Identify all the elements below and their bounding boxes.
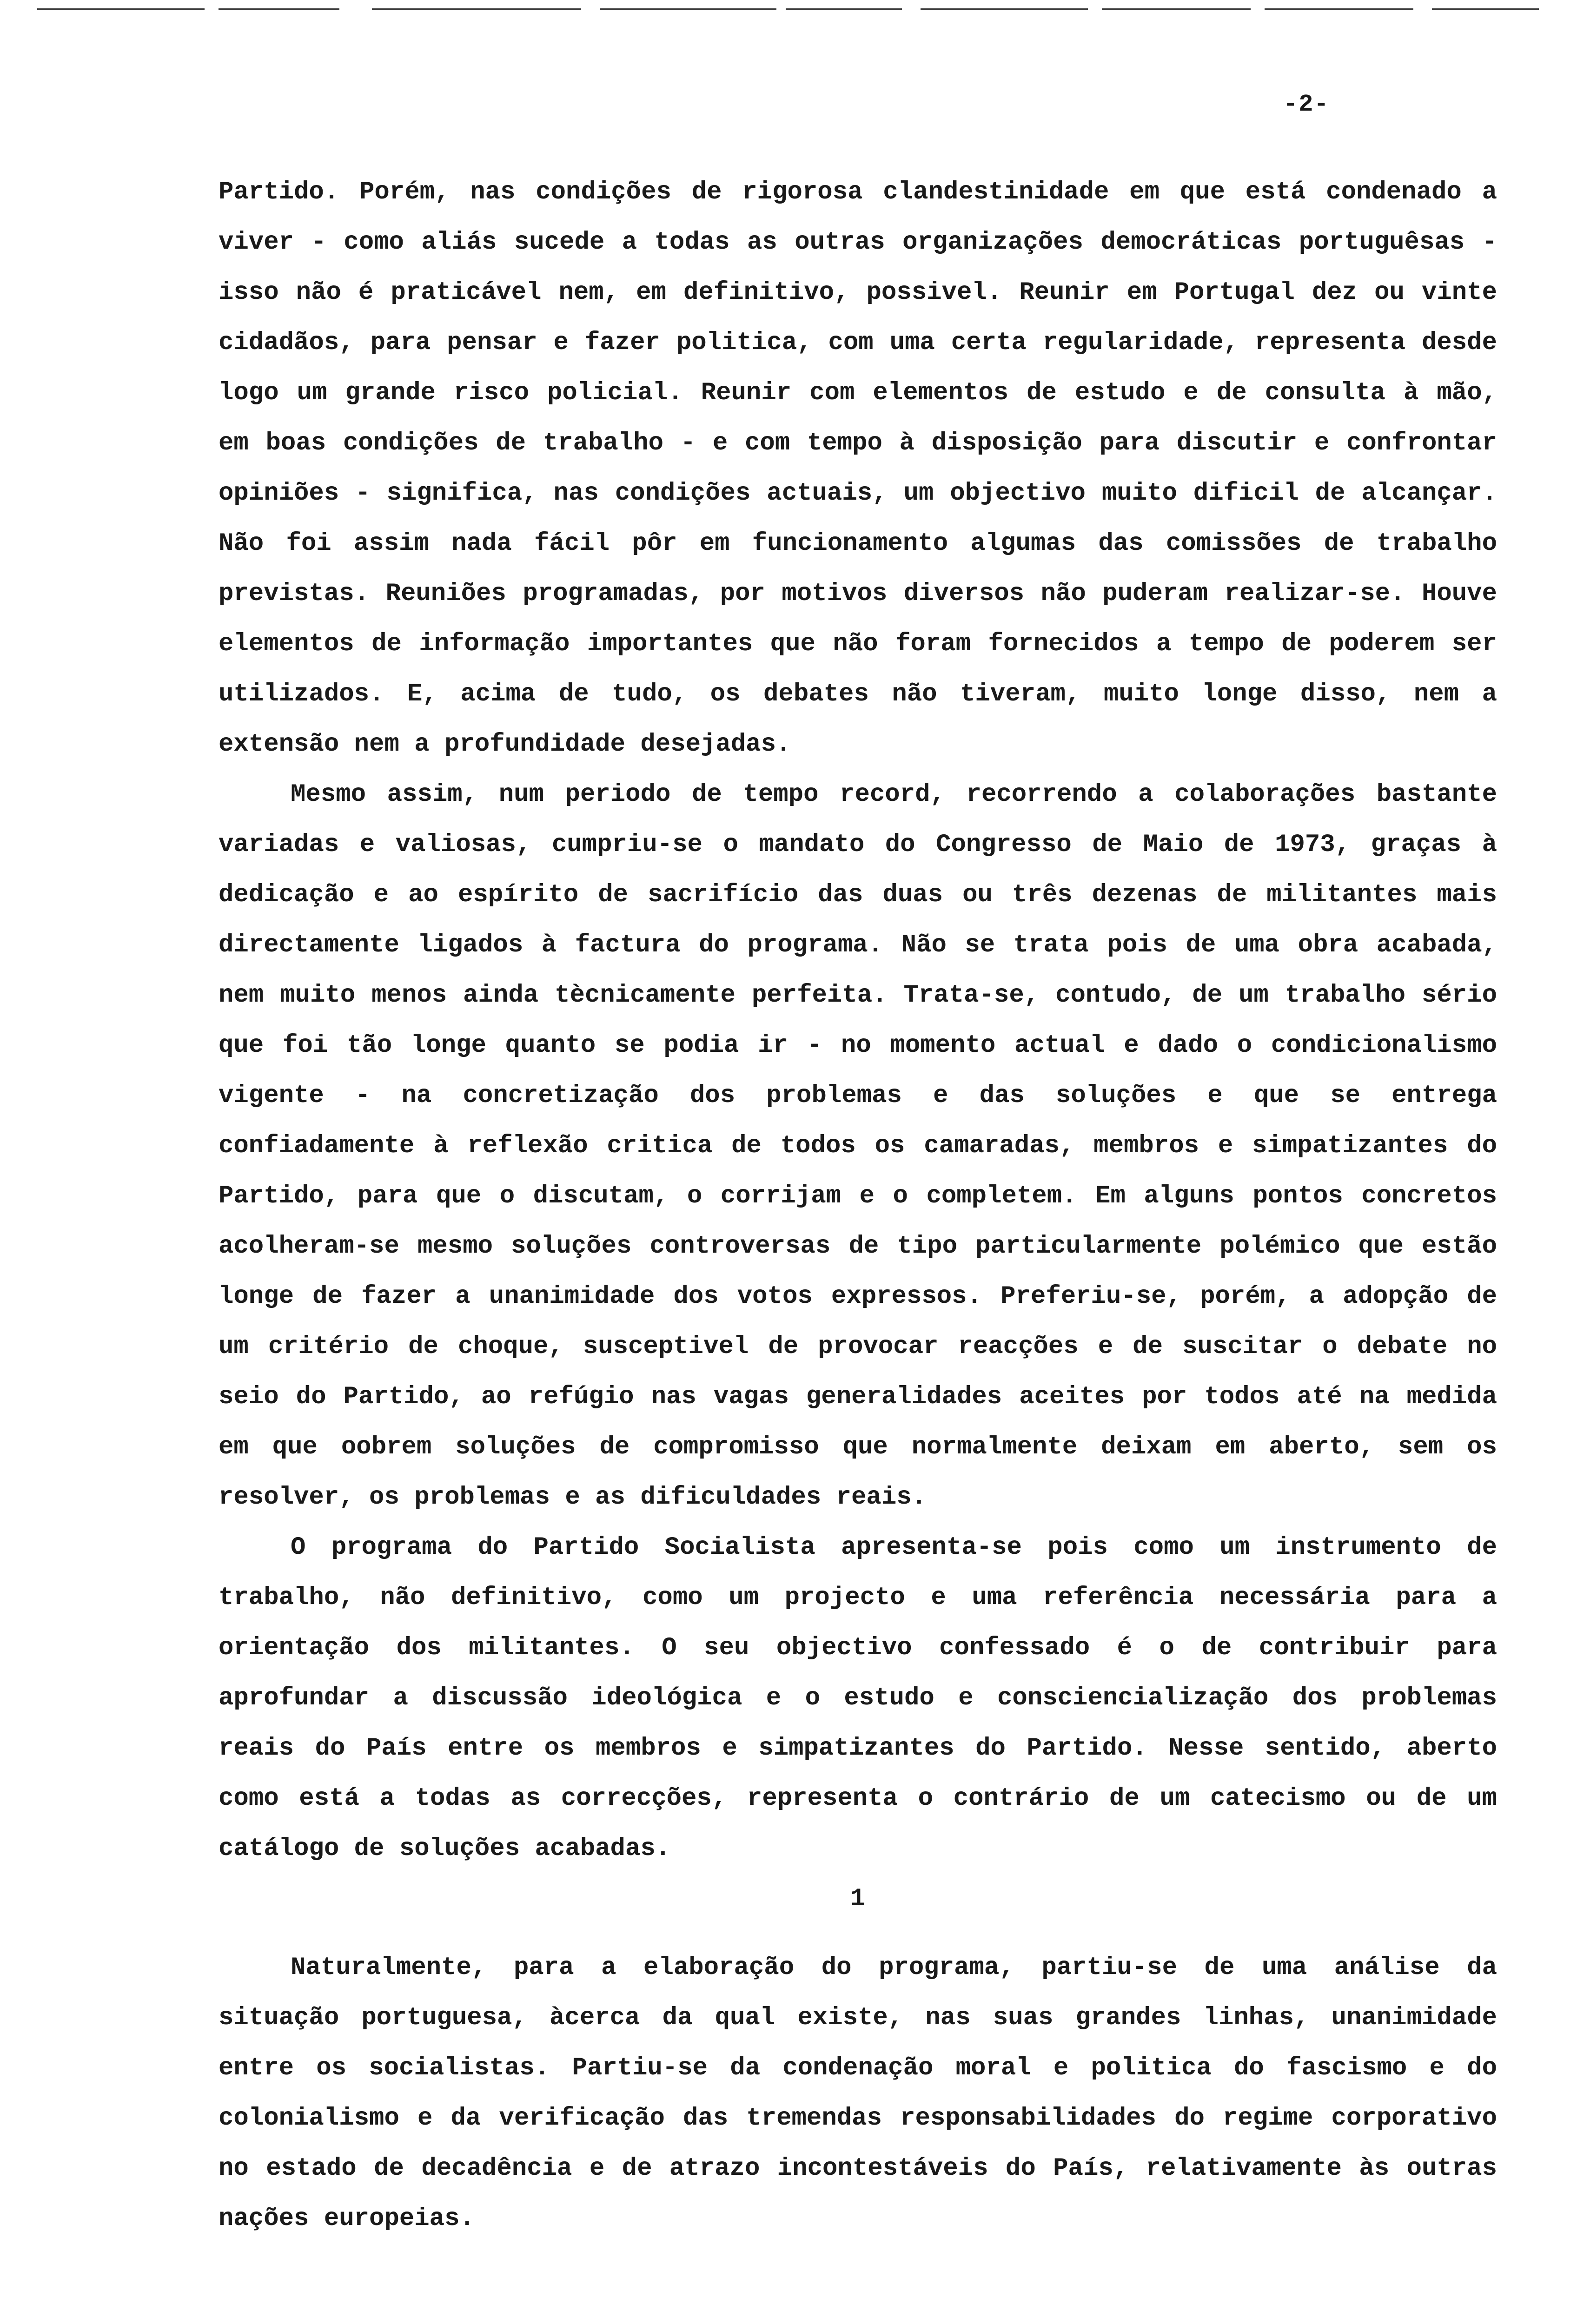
paragraph-4: Naturalmente, para a elaboração do programa, partiu-se de uma análise da situação portuguesa, àcerca da qual existe, nas suas grandes linhas, unanimidade entre os socialistas. Partiu-se da condenação moral e politica do fascismo e do colonialismo e da verificação das tremendas responsabilidades do regime corporativo no estado de decadência e de atrazo incontestáveis do País, relativamente às outras nações europeias.	[219, 1954, 1497, 2233]
page-number: -2-	[1283, 91, 1330, 118]
document-body	[219, 167, 1497, 2244]
section-number: 1	[850, 1885, 866, 1913]
top-scan-rules	[0, 8, 1577, 15]
paragraph-1: Partido. Porém, nas condições de rigorosa clandestinidade em que está condenado a viver - como aliás sucede a todas as outras organizações democráticas portuguêsas - isso não é praticável nem, em definitivo, possivel. Reunir em Portugal dez ou vinte cidadãos, para pensar e fazer politica, com uma certa regularidade, representa desde logo um grande risco policial. Reunir com elementos de estudo e de consulta à mão, em boas condições de trabalho - e com tempo à disposição para discutir e confrontar opiniões - significa, nas condições actuais, um objectivo muito dificil de alcançar. Não foi assim nada fácil pôr em funcionamento algumas das comissões de trabalho previstas. Reuniões programadas, por motivos diversos não puderam realizar-se. Houve elementos de informação importantes que não foram fornecidos a tempo de poderem ser utilizados. E, acima de tudo, os debates não tiveram, muito longe disso, nem a extensão nem a profundidade desejadas.	[219, 178, 1497, 759]
paragraph-3: O programa do Partido Socialista apresenta-se pois como um instrumento de trabalho, não definitivo, como um projecto e uma referência necessária para a orientação dos militantes. O seu objectivo confessado é o de contribuir para aprofundar a discussão ideológica e o estudo e consciencialização dos problemas reais do País entre os membros e simpatizantes do Partido. Nesse sentido, aberto como está a todas as correcções, representa o contrário de um catecismo ou de um catálogo de soluções acabadas.	[219, 1533, 1497, 1863]
paragraph-2: Mesmo assim, num periodo de tempo record, recorrendo a colaborações bastante variadas e valiosas, cumpriu-se o mandato do Congresso de Maio de 1973, graças à dedicação e ao espírito de sacrifício das duas ou três dezenas de militantes mais directamente ligados à factura do programa. Não se trata pois de uma obra acabada, nem muito menos ainda tècnicamente perfeita. Trata-se, contudo, de um trabalho sério que foi tão longe quanto se podia ir - no momento actual e dado o condicionalismo vigente - na concretização dos problemas e das soluções e que se entrega confiadamente à reflexão critica de todos os camaradas, membros e simpatizantes do Partido, para que o discutam, o corrijam e o completem. Em alguns pontos concretos acolheram-se mesmo soluções controversas de tipo particularmente polémico que estão longe de fazer a unanimidade dos votos expressos. Preferiu-se, porém, a adopção de um critério de choque, susceptivel de provocar reacções e de suscitar o debate no seio do Partido, ao refúgio nas vagas generalidades aceites por todos até na medida em que oobrem soluções de compromisso que normalmente deixam em aberto, sem os resolver, os problemas e as dificuldades reais.	[219, 780, 1497, 1512]
